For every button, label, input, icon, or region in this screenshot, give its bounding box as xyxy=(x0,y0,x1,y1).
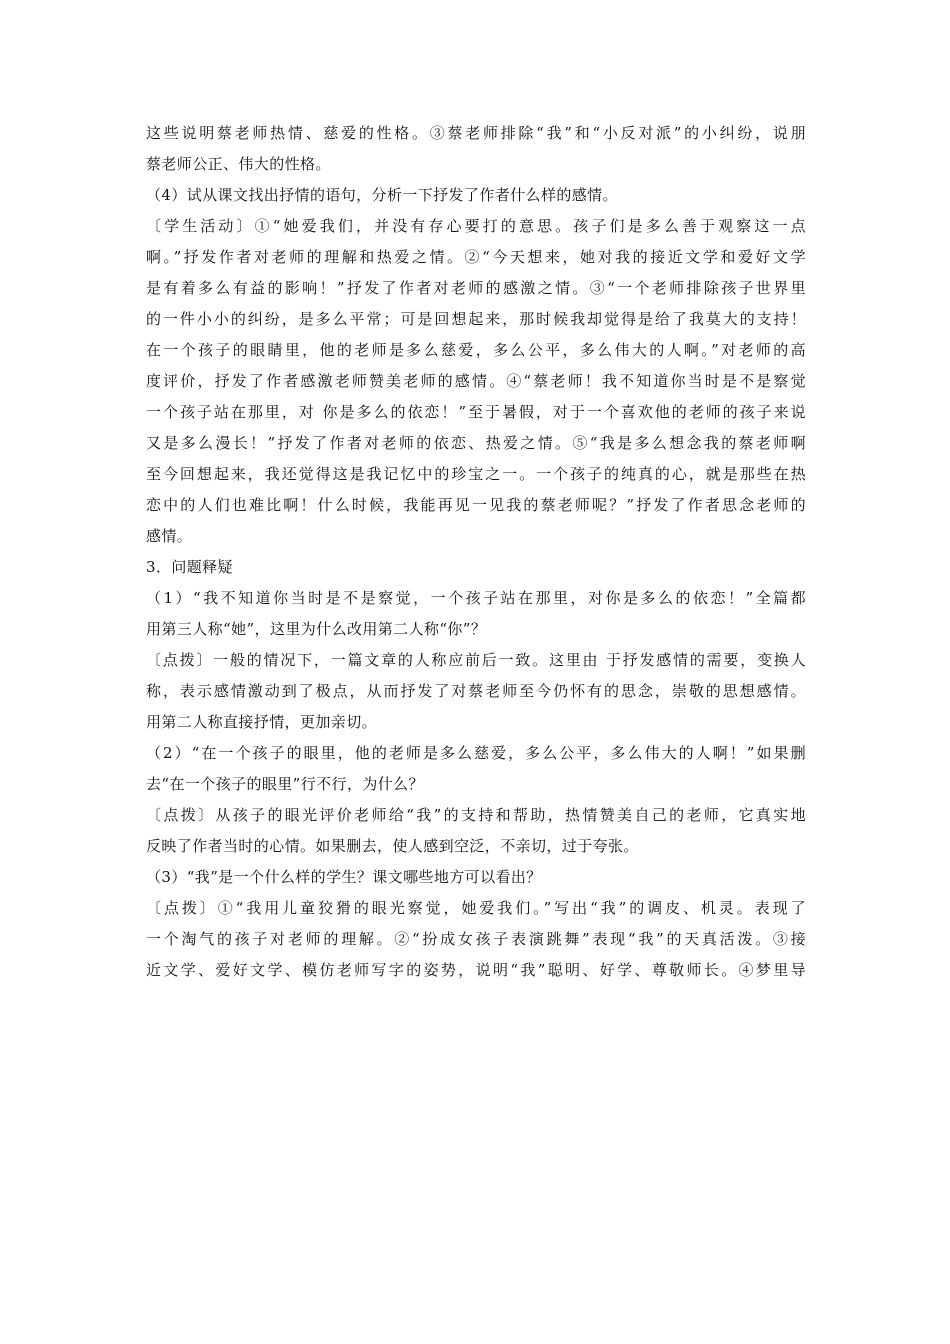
text-line: 一个淘气的孩子对老师的理解。②“扮成女孩子表演跳舞”表现“我”的天真活泼。③接 xyxy=(146,930,806,948)
text-line: 恋中的人们也难比啊！什么时候，我能再见一见我的蔡老师呢？”抒发了作者思念老师的 xyxy=(146,496,806,514)
document-body xyxy=(146,118,806,986)
text-line: 蔡老师公正、伟大的性格。 xyxy=(146,155,331,173)
text-line: 至今回想起来，我还觉得这是我记忆中的珍宝之一。一个孩子的纯真的心，就是那些在热 xyxy=(146,465,806,483)
text-line: 3．问题释疑 xyxy=(146,558,233,576)
text-line: 近文学、爱好文学、模仿老师写字的姿势，说明“我”聪明、好学、尊敬师长。④梦里导 xyxy=(146,961,806,979)
text-line: 度评价，抒发了作者感激老师赞美老师的感情。④“蔡老师！我不知道你当时是不是察觉 xyxy=(146,372,806,390)
text-line: （2）“在一个孩子的眼里，他的老师是多么慈爱，多么公平，多么伟大的人啊！”如果删 xyxy=(146,744,806,762)
text-line: 感情。 xyxy=(146,527,193,545)
text-line: 称，表示感情激动到了极点，从而抒发了对蔡老师至今仍怀有的思念，崇敬的思想感情。 xyxy=(146,682,806,700)
text-line: 用第二人称直接抒情，更加亲切。 xyxy=(146,713,378,731)
text-line: 〔点拨〕①“我用儿童狡猾的眼光察觉，她爱我们。”写出“我”的调皮、机灵。表现了 xyxy=(146,899,806,917)
text-line: 的一件小小的纠纷，是多么平常；可是回想起来，那时候我却觉得是给了我莫大的支持！ xyxy=(146,310,806,328)
text-line: 是有着多么有益的影响！”抒发了作者对老师的感激之情。③“一个老师排除孩子世界里 xyxy=(146,279,806,297)
text-line: （1）“我不知道你当时是不是察觉，一个孩子站在那里，对你是多么的依恋！”全篇都 xyxy=(146,589,806,607)
text-line: 啊。”抒发作者对老师的理解和热爱之情。②“今天想来，她对我的接近文学和爱好文学 xyxy=(146,248,806,266)
text-line: 用第三人称“她”，这里为什么改用第二人称“你”？ xyxy=(146,620,487,638)
text-line: 又是多么漫长！”抒发了作者对老师的依恋、热爱之情。⑤“我是多么想念我的蔡老师啊 xyxy=(146,434,806,452)
text-line: 反映了作者当时的心情。如果删去，使人感到空泛，不亲切，过于夸张。 xyxy=(146,837,639,855)
text-line: 去“在一个孩子的眼里”行不行，为什么？ xyxy=(146,775,424,793)
text-line: （4）试从课文找出抒情的语句，分析一下抒发了作者什么样的感情。 xyxy=(146,186,618,204)
text-line: 〔点拨〕一般的情况下，一篇文章的人称应前后一致。这里由 于抒发感情的需要，变换人 xyxy=(146,651,806,669)
text-line: 在一个孩子的眼睛里，他的老师是多么慈爱，多么公平，多么伟大的人啊。”对老师的高 xyxy=(146,341,806,359)
text-line: 〔点拨〕从孩子的眼光评价老师给“我”的支持和帮助，热情赞美自己的老师，它真实地 xyxy=(146,806,806,824)
text-line: 这些说明蔡老师热情、慈爱的性格。③蔡老师排除“我”和“小反对派”的小纠纷，说朋 xyxy=(146,124,806,142)
text-line: 〔学生活动〕①“她爱我们，并没有存心要打的意思。孩子们是多么善于观察这一点 xyxy=(146,217,806,235)
text-line: （3）“我”是一个什么样的学生？课文哪些地方可以看出？ xyxy=(146,868,542,886)
text-line: 一个孩子站在那里，对 你是多么的依恋！”至于暑假，对于一个喜欢他的老师的孩子来说 xyxy=(146,403,806,421)
